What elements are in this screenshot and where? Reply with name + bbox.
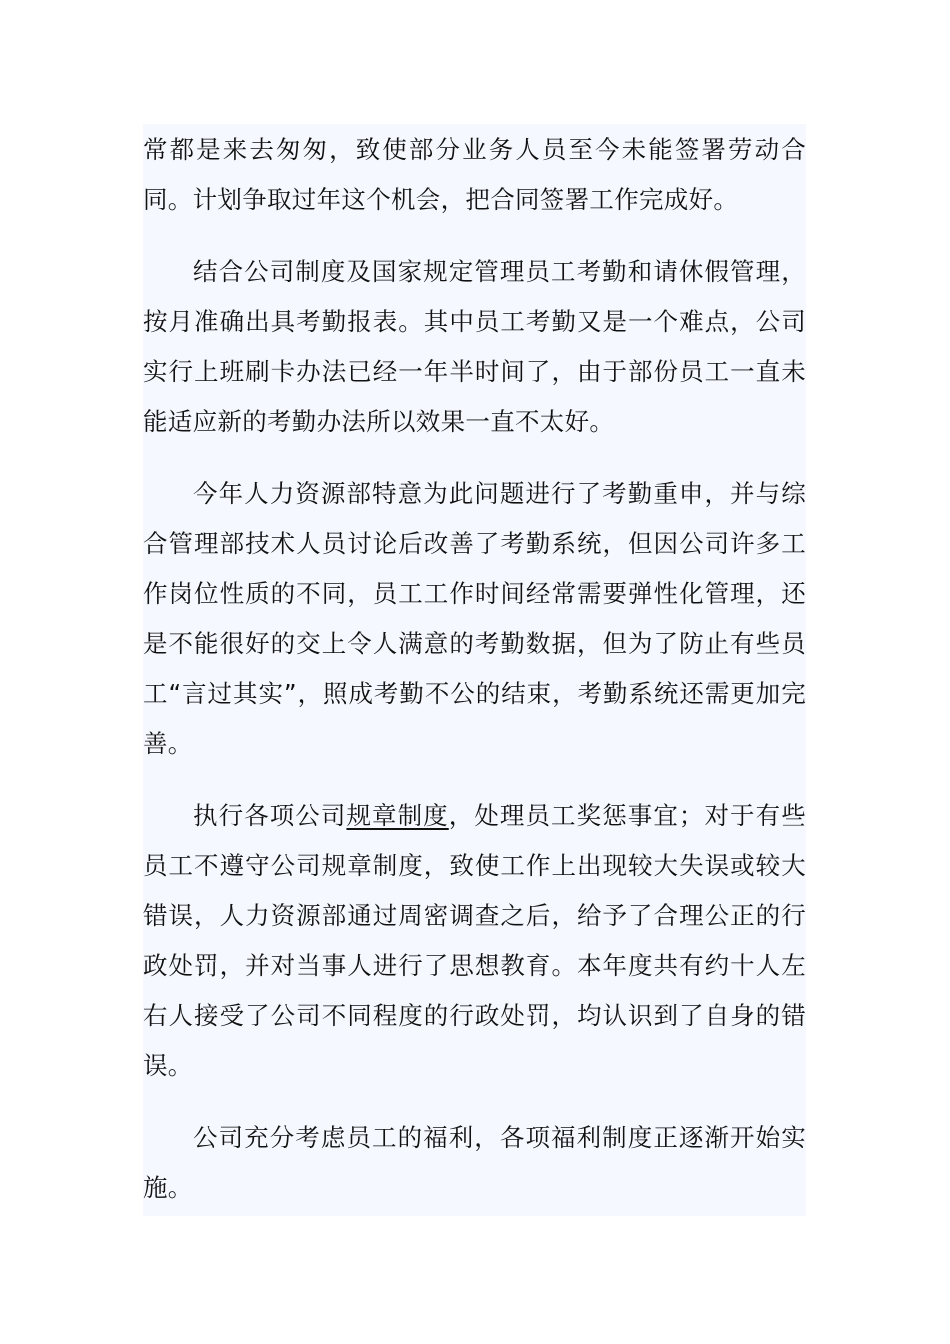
document-text-block: [143, 124, 806, 1216]
paragraph-employee-welfare: 公司充分考虑员工的福利，各项福利制度正逐渐开始实施。: [143, 1123, 806, 1202]
paragraph-rules-before: 执行各项公司: [193, 801, 347, 830]
paragraph-rules-discipline: [143, 791, 806, 1091]
paragraph-contract-signing: 常都是来去匆匆，致使部分业务人员至今未能签署劳动合同。计划争取过年这个机会，把合同签署工作完成好。: [143, 135, 806, 214]
rules-regulations-link[interactable]: 规章制度: [346, 801, 449, 830]
paragraph-attendance-management: 结合公司制度及国家规定管理员工考勤和请休假管理，按月准确出具考勤报表。其中员工考勤又是一个难点，公司实行上班刷卡办法已经一年半时间了，由于部份员工一直未能适应新的考勤办法所以效果一直不太好。: [143, 257, 806, 436]
paragraph-rules-after: ，处理员工奖惩事宜；对于有些员工不遵守公司规章制度，致使工作上出现较大失误或较大错误，人力资源部通过周密调查之后，给予了合理公正的行政处罚，并对当事人进行了思想教育。本年度共有约十人左右人接受了公司不同程度的行政处罚，均认识到了自身的错误。: [143, 801, 806, 1080]
paragraph-attendance-system: 今年人力资源部特意为此问题进行了考勤重申，并与综合管理部技术人员讨论后改善了考勤系统，但因公司许多工作岗位性质的不同，员工工作时间经常需要弹性化管理，还是不能很好的交上令人满意的考勤数据，但为了防止有些员工“言过其实”，照成考勤不公的结束，考勤系统还需更加完善。: [143, 479, 806, 758]
